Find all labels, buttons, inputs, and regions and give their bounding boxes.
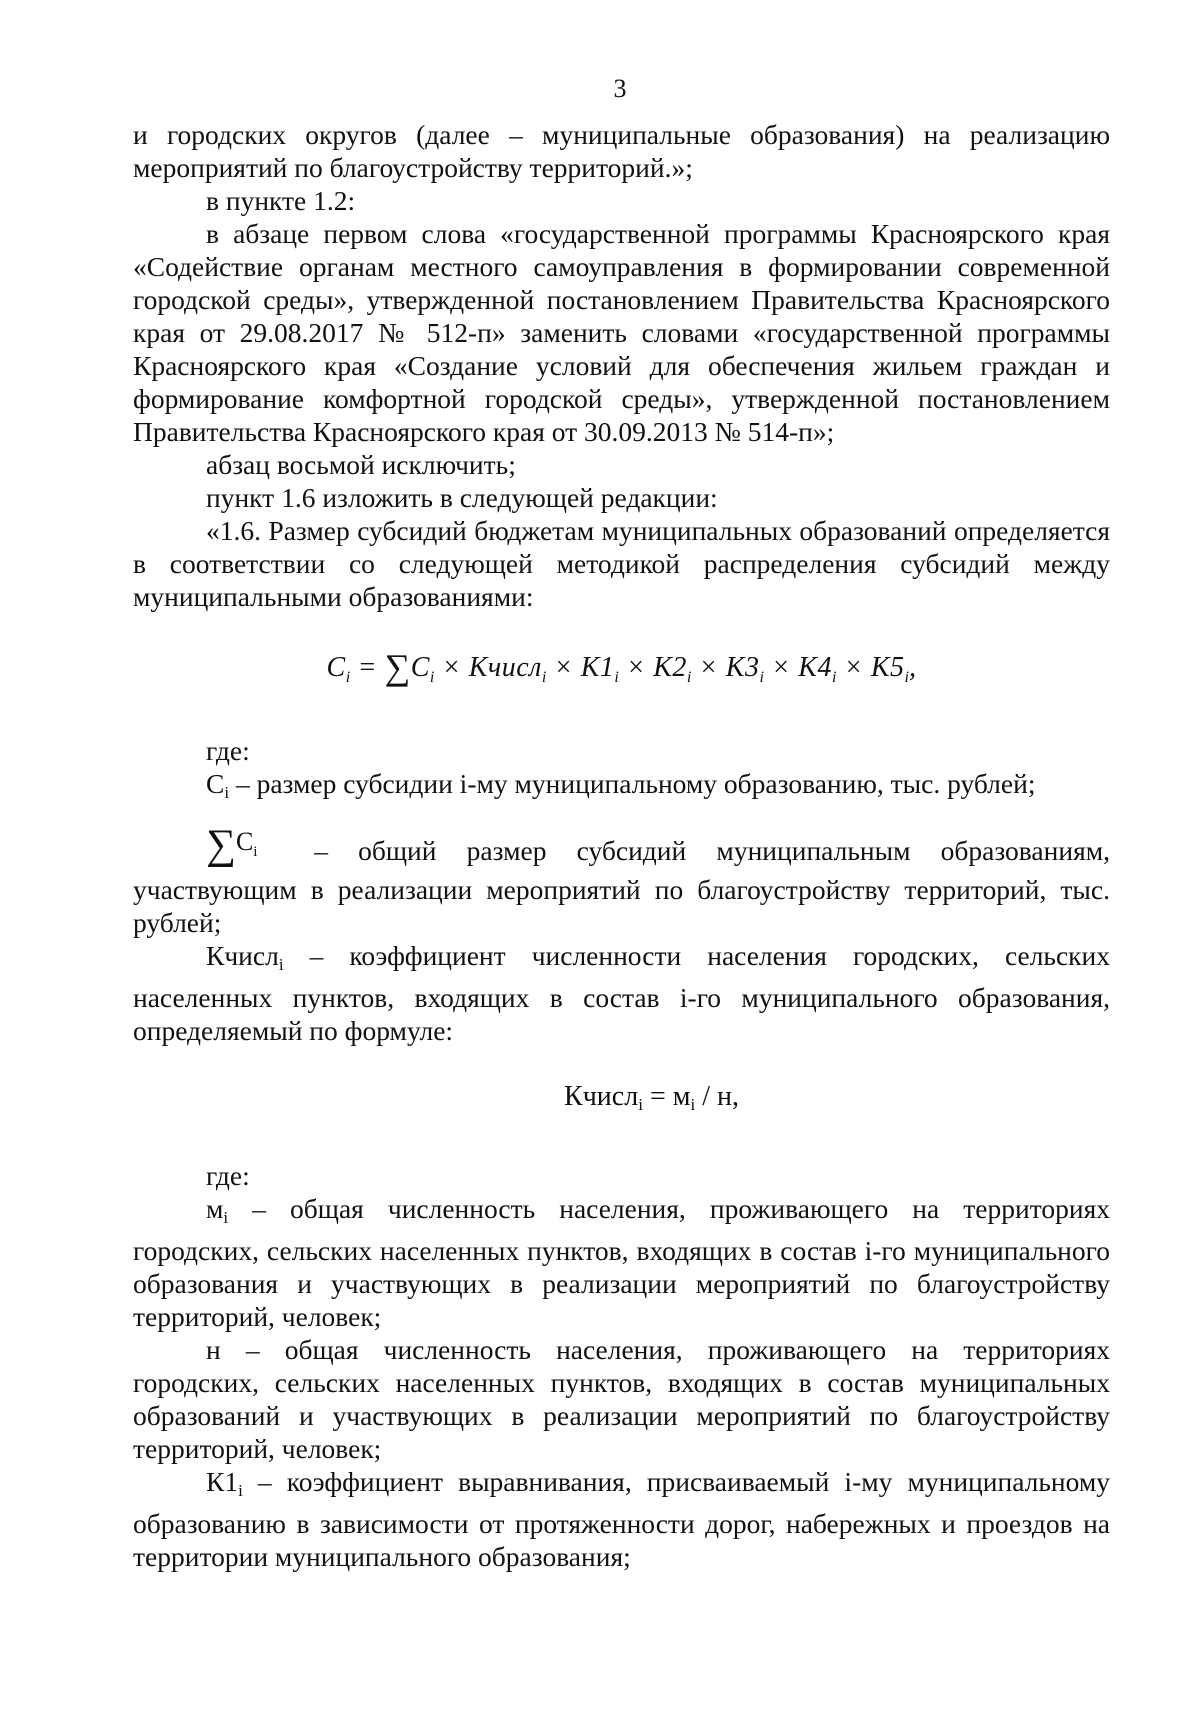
formula-term-k3: × K3 [691, 652, 760, 683]
formula2-mid-sub: i [690, 1095, 696, 1114]
kchisl-definition-text: – коэффициент численности населения городских, сельских населенных пунктов, входящих в состав i-го муниципального образования, определяемый по формуле: [133, 940, 1110, 1046]
formula-term-k5-sub: i [904, 669, 909, 686]
paragraph-continuation: и городских округов (далее – муниципальные образования) на реализацию мероприятий по благоустройству территорий.»; [133, 119, 1110, 183]
formula-eq: = [350, 652, 385, 683]
formula-end: , [908, 652, 917, 683]
definition-mi [133, 1192, 1110, 1333]
definition-ci [133, 767, 1110, 809]
formula2-lhs-sub: i [638, 1095, 643, 1114]
formula-sum-symbol: ∑ [384, 647, 411, 687]
paragraph-point-1-2: в пункте 1.2: [206, 185, 356, 216]
definition-k1 [133, 1465, 1110, 1573]
sum-ci-sub: i [253, 844, 258, 860]
formula-term-k3-sub: i [759, 669, 764, 686]
sum-ci-definition-text: – общий размер субсидий муниципальным образованиям, участвующим в реализации мероприятий по благоустройству территорий, тыс. рублей; [133, 835, 1110, 938]
formula-term-k4: × K4 [763, 652, 832, 683]
paragraph-point-1-6-intro: пункт 1.6 изложить в следующей редакции: [206, 482, 718, 513]
formula-lhs: C [326, 652, 346, 683]
formula-term-k1-sub: i [614, 669, 619, 686]
ci-symbol-sub: i [224, 783, 230, 802]
mi-symbol-sub: i [223, 1208, 229, 1227]
where-label-1: где: [206, 735, 250, 766]
ci-definition-text: – размер субсидии i-му муниципальному образованию, тыс. рублей; [229, 768, 1036, 799]
formula2-rhs: / н, [695, 1081, 739, 1112]
kchisl-symbol: Кчисл [206, 940, 279, 971]
k1-definition-text: – коэффициент выравнивания, присваиваемый i-му муниципальному образованию в зависимости от протяженности дорог, набережных и проездов на территории муниципального образования; [133, 1466, 1110, 1572]
formula-term-k2-sub: i [686, 669, 692, 686]
formula-term-c: C [410, 652, 430, 683]
formula-term-k4-sub: i [831, 669, 837, 686]
paragraph-point-1-6: «1.6. Размер субсидий бюджетам муниципальных образований определяется в соответствии со следующей методикой распределения субсидий между муниципальными образованиями: [133, 515, 1110, 612]
formula-term-k2: × K2 [618, 652, 687, 683]
definition-n: н – общая численность населения, проживающего на территориях городских, сельских населенных пунктов, входящих в состав муниципальных образований и участвующих в реализации мероприятий по благоустройству территорий, человек; [133, 1334, 1110, 1464]
page-number: 3 [613, 74, 627, 103]
formula-lhs-sub: i [345, 669, 351, 686]
formula-term-k1: × K1 [546, 652, 615, 683]
k1-symbol: К1 [206, 1466, 239, 1497]
formula-term-c-sub: i [429, 669, 435, 686]
document-body [133, 118, 1110, 1573]
paragraph-eighth-abzac: абзац восьмой исключить; [206, 449, 516, 480]
definition-sum-ci [133, 822, 1110, 939]
formula-term-kchisl-sub: i [541, 669, 547, 686]
kchisl-symbol-sub: i [278, 955, 284, 974]
sum-ci-letter: C [235, 827, 254, 856]
definition-kchisl [133, 939, 1110, 1047]
formula-term-kchisl: × Кчисл [434, 652, 542, 683]
formula2-lhs: Кчисл [564, 1081, 639, 1112]
paragraph-first-abzac: в абзаце первом слова «государственной программы Красноярского края «Содействие органам местного самоуправления в формировании современной городской среды», утвержденной постановлением Правительства Красноярского края от 29.08.2017 № 512-п» заменить словами «государственной программы Красноярского края «Создание условий для обеспечения жильем граждан и формирование комфортной городской среды», утвержденной постановлением Правительства Красноярского края от 30.09.2013 № 514-п»; [133, 218, 1110, 447]
mi-definition-text: – общая численность населения, проживающего на территориях городских, сельских населенных пунктов, входящих в состав i-го муниципального образования и участвующих в реализации мероприятий по благоустройству территорий, человек; [133, 1193, 1110, 1332]
formula-term-k5: × K5 [836, 652, 905, 683]
kchisl-formula [193, 1080, 1110, 1121]
subsidy-formula [133, 647, 1110, 694]
formula2-mid: = м [642, 1081, 691, 1112]
k1-symbol-sub: i [238, 1481, 243, 1500]
mi-symbol: м [206, 1193, 224, 1224]
sum-sign: ∑ [206, 822, 236, 868]
ci-symbol: C [206, 768, 225, 799]
where-label-2: где: [206, 1160, 250, 1191]
sum-ci-symbol [206, 822, 294, 869]
